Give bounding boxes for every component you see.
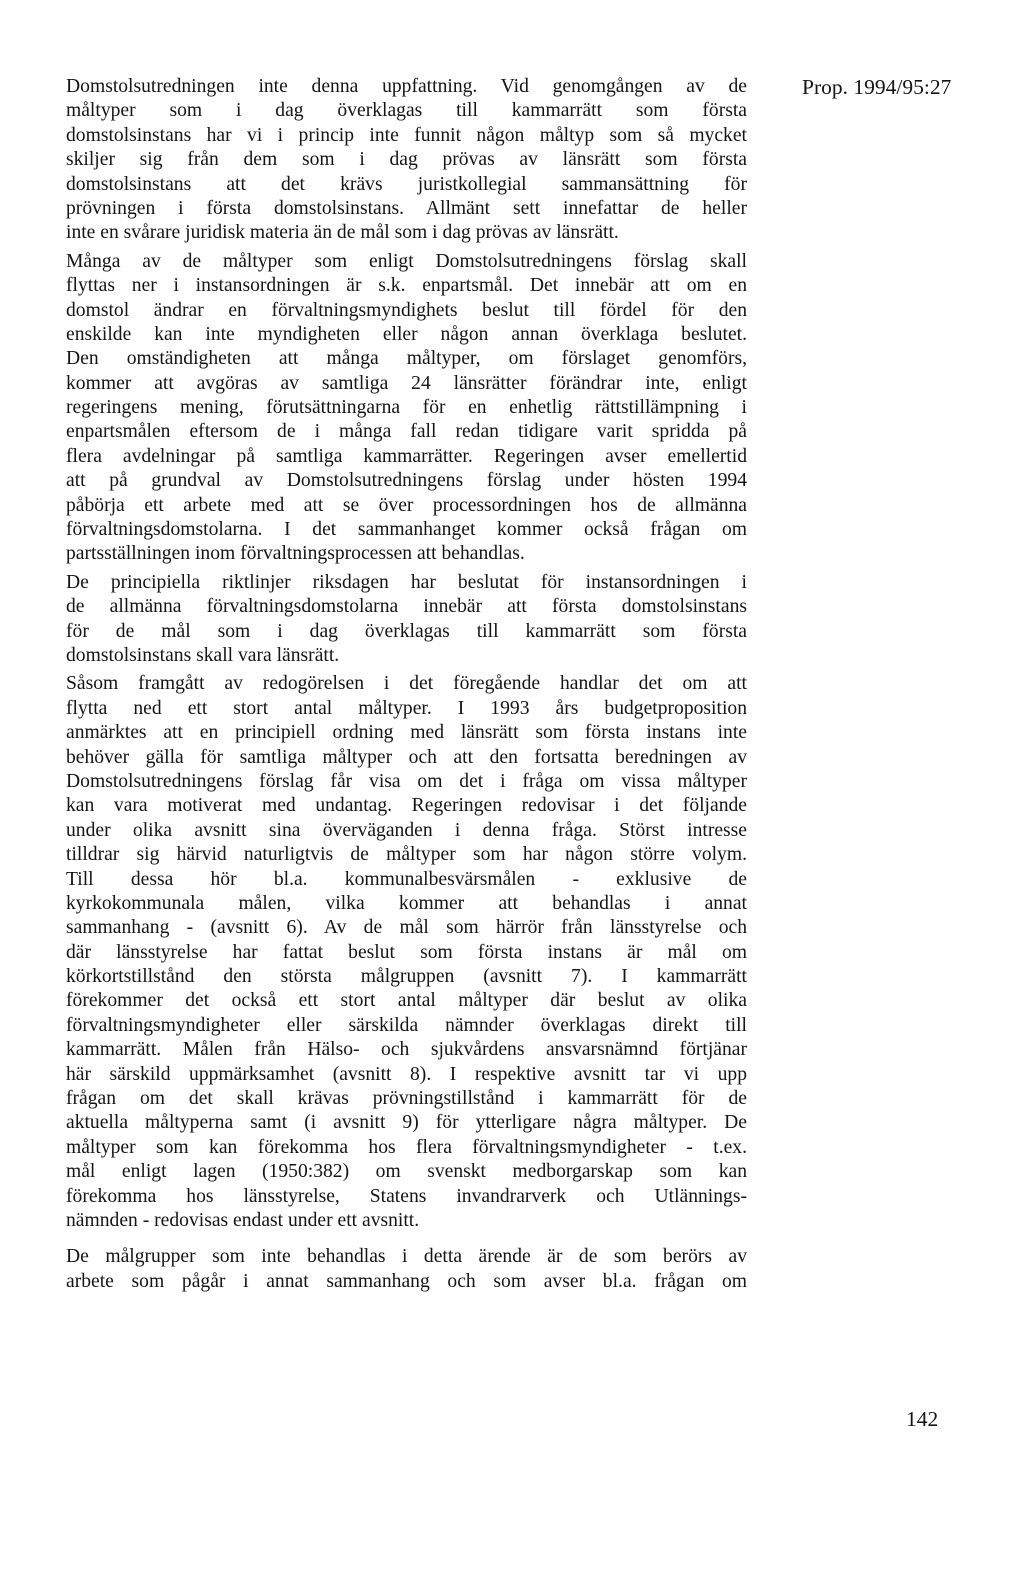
paragraph xyxy=(66,571,747,669)
text-line: anmärktes att en principiell ordning med länsrätt som första instans inte xyxy=(66,722,747,744)
text-line: behöver gälla för samtliga måltyper och att den fortsatta beredningen av xyxy=(66,746,747,768)
text-line: här särskild uppmärksamhet (avsnitt 8). I respektive avsnitt tar vi upp xyxy=(66,1063,747,1085)
text-line: skiljer sig från dem som i dag prövas av länsrätt som första xyxy=(66,149,747,171)
text-line: De principiella riktlinjer riksdagen har beslutat för instansordningen i xyxy=(66,571,747,593)
page-number: 142 xyxy=(906,1407,939,1431)
text-line: kommer att avgöras av samtliga 24 länsrätter förändrar inte, enligt xyxy=(66,372,747,394)
text-line: Många av de måltyper som enligt Domstolsutredningens förslag skall xyxy=(66,250,747,272)
text-line: att på grundval av Domstolsutredningens förslag under hösten 1994 xyxy=(66,470,747,492)
text-line: flytta ned ett stort antal måltyper. I 1993 års budgetproposition xyxy=(66,697,747,719)
text-line: mål enligt lagen (1950:382) om svenskt medborgarskap som kan xyxy=(66,1161,747,1183)
text-line: flyttas ner i instansordningen är s.k. enpartsmål. Det innebär att om en xyxy=(66,275,747,297)
text-line: Domstolsutredningen inte denna uppfattning. Vid genomgången av de xyxy=(66,76,747,97)
text-line: Såsom framgått av redogörelsen i det föregående handlar det om att xyxy=(66,673,747,695)
text-line: nämnden - redovisas endast under ett avsnitt. xyxy=(66,1209,420,1231)
text-line: måltyper som i dag överklagas till kammarrätt som första xyxy=(66,100,747,122)
text-line: sammanhang - (avsnitt 6). Av de mål som härrör från länsstyrelse och xyxy=(66,917,747,939)
text-line: förvaltningsdomstolarna. I det sammanhanget kommer också frågan om xyxy=(66,519,747,541)
paragraph xyxy=(66,672,747,1233)
text-line: för de mål som i dag överklagas till kammarrätt som första xyxy=(66,620,747,642)
text-line: Domstolsutredningens förslag får visa om det i fråga om vissa måltyper xyxy=(66,770,747,792)
proposition-reference: Prop. 1994/95:27 xyxy=(802,75,952,99)
text-line: förekomma hos länsstyrelse, Statens invandrarverk och Utlännings- xyxy=(66,1185,747,1207)
text-line: arbete som pågår i annat sammanhang och som avser bl.a. frågan om xyxy=(66,1270,747,1292)
paragraph xyxy=(66,1245,747,1294)
text-line: regeringens mening, förutsättningarna för en enhetlig rättstillämpning i xyxy=(66,397,747,419)
text-line: påbörja ett arbete med att se över processordningen hos de allmänna xyxy=(66,494,747,516)
body-text xyxy=(66,75,747,1294)
text-line: förekommer det också ett stort antal måltyper där beslut av olika xyxy=(66,990,747,1012)
text-line: domstolsinstans skall vara länsrätt. xyxy=(66,644,340,666)
text-line: de allmänna förvaltningsdomstolarna innebär att första domstolsinstans xyxy=(66,596,747,618)
text-line: där länsstyrelse har fattat beslut som första instans är mål om xyxy=(66,941,747,963)
text-line: domstol ändrar en förvaltningsmyndighets beslut till fördel för den xyxy=(66,299,747,321)
text-line: inte en svårare juridisk materia än de mål som i dag prövas av länsrätt. xyxy=(66,222,619,244)
text-line: partsställningen inom förvaltningsprocessen att behandlas. xyxy=(66,543,525,565)
text-line: tilldrar sig härvid naturligtvis de måltyper som har någon större volym. xyxy=(66,844,747,866)
text-line: prövningen i första domstolsinstans. Allmänt sett innefattar de heller xyxy=(66,197,747,219)
text-line: domstolsinstans har vi i princip inte funnit någon måltyp som så mycket xyxy=(66,124,747,146)
text-line: under olika avsnitt sina överväganden i denna fråga. Störst intresse xyxy=(66,819,747,841)
text-line: flera avdelningar på samtliga kammarrätter. Regeringen avser emellertid xyxy=(66,445,747,467)
text-line: kan vara motiverat med undantag. Regeringen redovisar i det följande xyxy=(66,795,747,817)
text-line: måltyper som kan förekomma hos flera förvaltningsmyndigheter - t.ex. xyxy=(66,1136,747,1158)
text-line: domstolsinstans att det krävs juristkollegial sammansättning för xyxy=(66,173,747,195)
text-line: frågan om det skall krävas prövningstillstånd i kammarrätt för de xyxy=(66,1088,747,1110)
paragraph xyxy=(66,250,747,567)
text-line: aktuella måltyperna samt (i avsnitt 9) för ytterligare några måltyper. De xyxy=(66,1112,747,1134)
text-line: enskilde kan inte myndigheten eller någon annan överklaga beslutet. xyxy=(66,323,747,345)
text-line: Till dessa hör bl.a. kommunalbesvärsmålen - exklusive de xyxy=(66,868,747,890)
text-line: Den omständigheten att många måltyper, om förslaget genomförs, xyxy=(66,348,747,370)
text-line: kammarrätt. Målen från Hälso- och sjukvårdens ansvarsnämnd förtjänar xyxy=(66,1039,747,1061)
paragraph xyxy=(66,75,747,246)
text-line: enpartsmålen eftersom de i många fall redan tidigare varit spridda på xyxy=(66,421,747,443)
text-line: körkortstillstånd den största målgruppen (avsnitt 7). I kammarrätt xyxy=(66,966,747,988)
text-line: förvaltningsmyndigheter eller särskilda nämnder överklagas direkt till xyxy=(66,1014,747,1036)
text-line: kyrkokommunala målen, vilka kommer att behandlas i annat xyxy=(66,892,747,914)
text-line: De målgrupper som inte behandlas i detta ärende är de som berörs av xyxy=(66,1246,747,1268)
